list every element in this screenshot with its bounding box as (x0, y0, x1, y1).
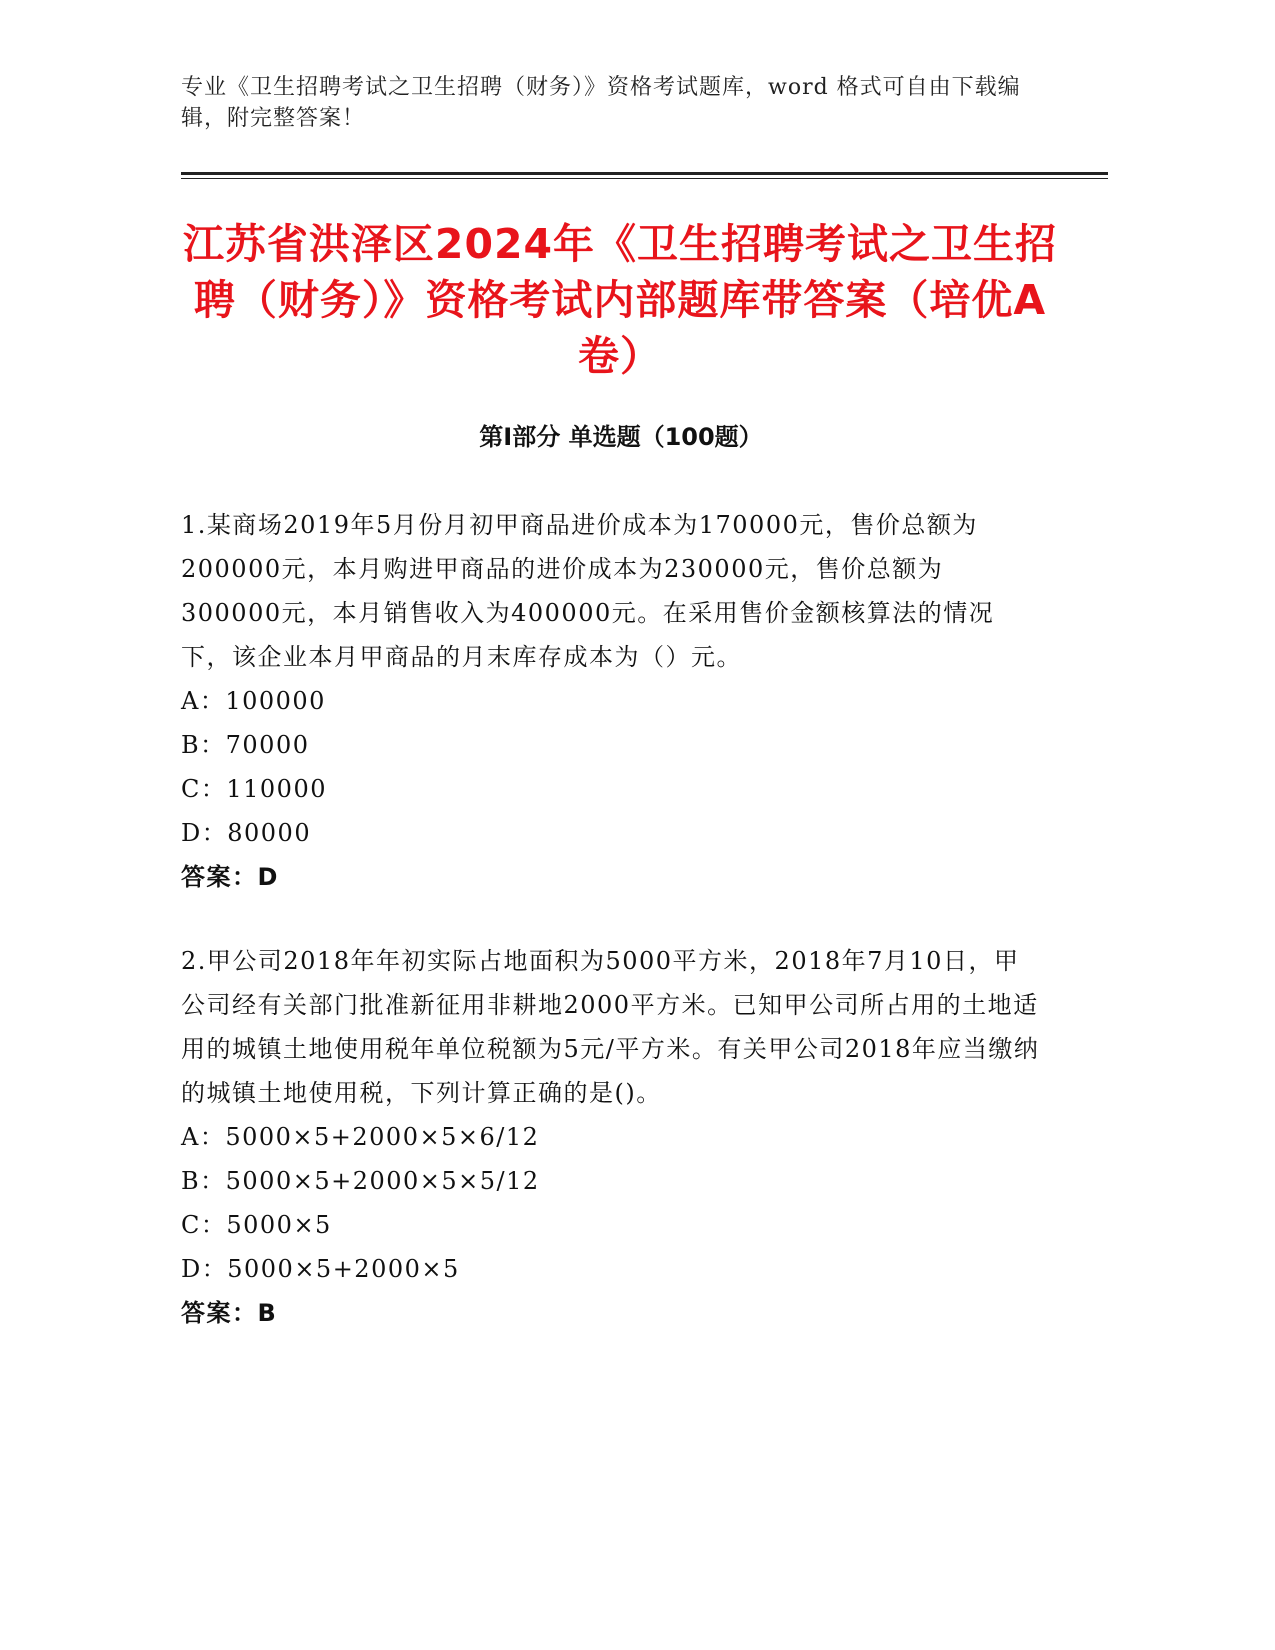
answer: 答案：D (181, 863, 279, 891)
document-title: 江苏省洪泽区2024年《卫生招聘考试之卫生招聘（财务）》资格考试内部题库带答案（培优A卷） (182, 220, 1058, 380)
question-stem: 1.某商场2019年5月份月初甲商品进价成本为170000元，售价总额为200000元，本月购进甲商品的进价成本为230000元，售价总额为300000元，本月销售收入为400000元。在采用售价金额核算法的情况下，该企业本月甲商品的月末库存成本为（）元。 (181, 511, 995, 671)
header-note: 专业《卫生招聘考试之卫生招聘（财务）》资格考试题库，word 格式可自由下载编辑，附完整答案！ (181, 75, 1021, 131)
option-a: A：100000 (181, 687, 326, 715)
section-heading: 第Ⅰ部分 单选题（100题） (479, 423, 763, 451)
option-b: B：70000 (181, 731, 310, 759)
option-b: B：5000×5+2000×5×5/12 (181, 1167, 540, 1195)
option-d: D：80000 (181, 819, 312, 847)
option-c: C：110000 (181, 775, 327, 803)
answer: 答案：B (181, 1299, 278, 1327)
question-1 (181, 503, 1041, 899)
header-divider-thin (181, 178, 1108, 179)
question-2 (181, 939, 1041, 1335)
option-c: C：5000×5 (181, 1211, 332, 1239)
option-a: A：5000×5+2000×5×6/12 (181, 1123, 540, 1151)
header-divider-thick (181, 172, 1108, 175)
option-d: D：5000×5+2000×5 (181, 1255, 460, 1283)
question-stem: 2.甲公司2018年年初实际占地面积为5000平方米，2018年7月10日，甲公司经有关部门批准新征用非耕地2000平方米。已知甲公司所占用的土地适用的城镇土地使用税年单位税额为5元/平方米。有关甲公司2018年应当缴纳的城镇土地使用税，下列计算正确的是()。 (181, 947, 1040, 1107)
